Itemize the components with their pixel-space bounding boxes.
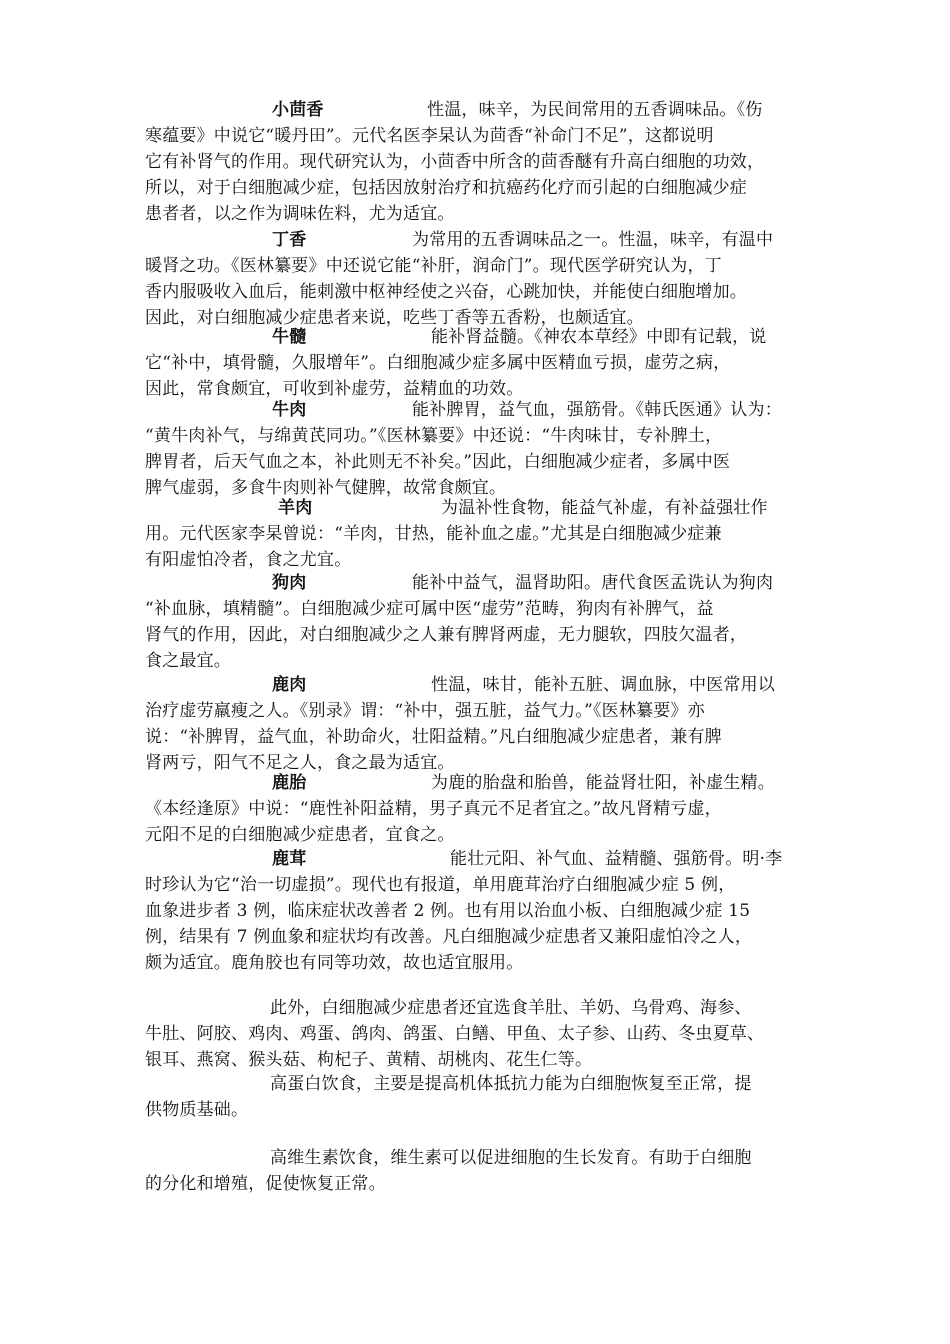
entry-heading: 鹿茸 — [272, 849, 307, 869]
entry-heading: 牛髓 — [272, 327, 307, 347]
body-line: 寒蕴要》中说它“暖丹田”。元代名医李杲认为茴香“补命门不足”，这都说明 — [145, 126, 714, 146]
body-line: 例，结果有 7 例血象和症状均有改善。凡白细胞减少症患者又兼阳虚怕冷之人， — [145, 927, 753, 947]
body-line: 因此，常食颇宜，可收到补虚劳，益精血的功效。 — [145, 379, 524, 399]
entry-lead-text: 能补脾胃，益气血，强筋骨。《韩氏医通》认为： — [412, 400, 782, 420]
body-line: 治疗虚劳羸瘦之人。《别录》谓：“补中，强五脏，益气力。”《医林纂要》亦 — [145, 701, 705, 721]
body-line: 食之最宜。 — [145, 651, 231, 671]
entry-heading: 小茴香 — [272, 100, 324, 120]
body-line: 高维生素饮食，维生素可以促进细胞的生长发育。有助于白细胞 — [270, 1148, 752, 1168]
body-line: 此外，白细胞减少症患者还宜选食羊肚、羊奶、乌骨鸡、海参、 — [270, 998, 752, 1018]
body-line: 《本经逢原》中说：“鹿性补阳益精，男子真元不足者宜之。”故凡肾精亏虚， — [145, 799, 722, 819]
body-line: 元阳不足的白细胞减少症患者，宜食之。 — [145, 825, 455, 845]
entry-xiaohuixiang — [145, 97, 815, 227]
entry-lurou — [145, 672, 815, 776]
entry-niurou — [145, 397, 815, 501]
entry-lead-text: 性温，味甘，能补五脏、调血脉，中医常用以 — [431, 675, 775, 695]
body-line: “黄牛肉补气，与绵黄芪同功。”《医林纂要》中还说：“牛肉味甘，专补脾土， — [145, 426, 723, 446]
entry-heading: 鹿胎 — [272, 773, 307, 793]
body-line: 脾气虚弱，多食牛肉则补气健脾，故常食颇宜。 — [145, 478, 507, 498]
entry-lurong — [145, 846, 815, 976]
body-line: 它“补中，填骨髓，久服增年”。白细胞减少症多属中医精血亏损，虚劳之病， — [145, 353, 731, 373]
body-line: 所以，对于白细胞减少症，包括因放射治疗和抗癌药化疗而引起的白细胞减少症 — [145, 178, 747, 198]
body-line: 香内服吸收入血后，能刺激中枢神经使之兴奋，心跳加快，并能使白细胞增加。 — [145, 282, 747, 302]
body-line: 说：“补脾胃，益气血，补助命火，壮阳益精。”凡白细胞减少症患者，兼有脾 — [145, 727, 722, 747]
entry-lead-text: 为温补性食物，能益气补虚，有补益强壮作 — [441, 498, 768, 518]
entry-gourou — [145, 570, 815, 674]
body-line: 高蛋白饮食，主要是提高机体抵抗力能为白细胞恢复至正常，提 — [270, 1074, 752, 1094]
entry-lead-text: 能壮元阳、补气血、益精髓、强筋骨。明·李 — [450, 849, 783, 869]
entry-lead-text: 能补中益气，温肾助阳。唐代食医孟诜认为狗肉 — [412, 573, 774, 593]
body-line: 牛肚、阿胶、鸡肉、鸡蛋、鸽肉、鸽蛋、白鳝、甲鱼、太子参、山药、冬虫夏草、 — [145, 1024, 765, 1044]
body-line: 时珍认为它“治一切虚损”。现代也有报道，单用鹿茸治疗白细胞减少症 5 例， — [145, 875, 736, 895]
entry-lead-text: 为常用的五香调味品之一。性温，味辛，有温中 — [412, 230, 774, 250]
body-line: 有阳虚怕冷者，食之尤宜。 — [145, 550, 352, 570]
entry-heading: 牛肉 — [272, 400, 307, 420]
body-line: 供物质基础。 — [145, 1100, 249, 1120]
entry-lutai — [145, 770, 815, 848]
body-line: 患者者，以之作为调味佐料，尤为适宜。 — [145, 204, 455, 224]
body-line: 肾气的作用，因此，对白细胞减少之人兼有脾肾两虚，无力腿软，四肢欠温者， — [145, 625, 747, 645]
entry-yangrou — [145, 495, 815, 573]
body-line: 脾胃者，后天气血之本，补此则无不补矣。”因此，白细胞减少症者，多属中医 — [145, 452, 731, 472]
entry-lead-text: 为鹿的胎盘和胎兽，能益肾壮阳，补虚生精。 — [431, 773, 775, 793]
body-line: 肾两亏，阳气不足之人，食之最为适宜。 — [145, 753, 455, 773]
entry-lead-text: 性温，味辛，为民间常用的五香调味品。《伤 — [427, 100, 763, 120]
body-line: 它有补肾气的作用。现代研究认为，小茴香中所含的茴香醚有升高白细胞的功效， — [145, 152, 765, 172]
entry-dingxiang — [145, 227, 815, 331]
body-line: 暖肾之功。《医林纂要》中还说它能“补肝，润命门”。现代医学研究认为，丁 — [145, 256, 722, 276]
body-line: 因此，对白细胞减少症患者来说，吃些丁香等五香粉，也颇适宜。 — [145, 308, 644, 328]
entry-niusui — [145, 324, 815, 402]
entry-heading: 鹿肉 — [272, 675, 307, 695]
entry-heading: 羊肉 — [278, 498, 313, 518]
body-line: “补血脉，填精髓”。白细胞减少症可属中医“虚劳”范畴，狗肉有补脾气，益 — [145, 599, 714, 619]
paragraph-high-vitamin — [145, 1145, 815, 1197]
body-line: 银耳、燕窝、猴头菇、枸杞子、黄精、胡桃肉、花生仁等。 — [145, 1050, 593, 1070]
body-line: 血象进步者 3 例，临床症状改善者 2 例。也有用以治血小板、白细胞减少症 15 — [145, 901, 751, 921]
paragraph-other-foods — [145, 995, 815, 1073]
body-line: 的分化和增殖，促使恢复正常。 — [145, 1174, 386, 1194]
entry-heading: 狗肉 — [272, 573, 307, 593]
body-line: 用。元代医家李杲曾说：“羊肉，甘热，能补血之虚。”尤其是白细胞减少症兼 — [145, 524, 722, 544]
paragraph-high-protein — [145, 1071, 815, 1123]
entry-lead-text: 能补肾益髓。《神农本草经》中即有记载，说 — [431, 327, 767, 347]
body-line: 颇为适宜。鹿角胶也有同等功效，故也适宜服用。 — [145, 953, 524, 973]
entry-heading: 丁香 — [272, 230, 307, 250]
